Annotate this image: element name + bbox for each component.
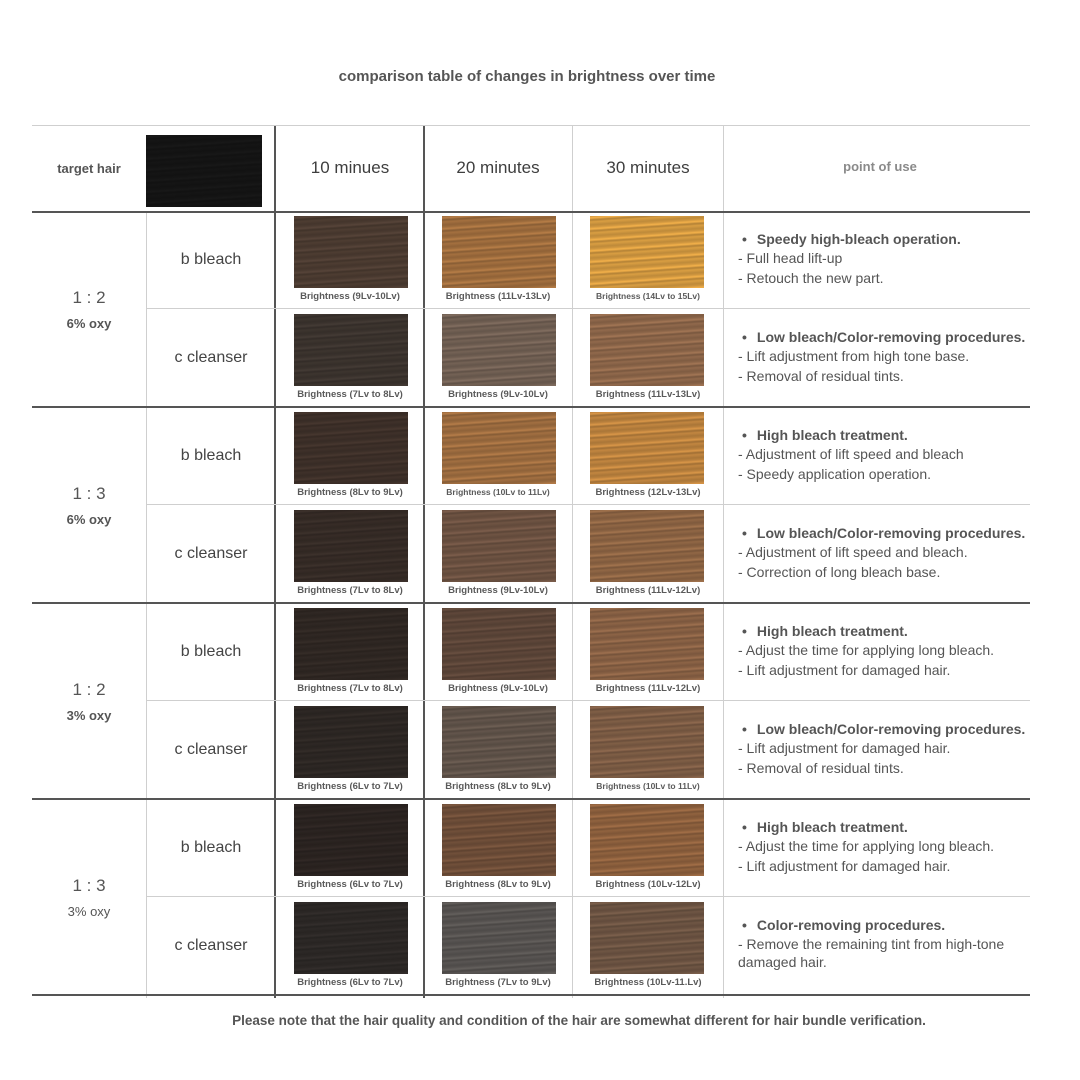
mode-label: c cleanser (174, 349, 248, 366)
hair-swatch (590, 902, 704, 974)
hair-swatch (590, 804, 704, 876)
col-head-10: 10 minues (310, 158, 390, 177)
swatch-cell (572, 799, 724, 897)
use-line: - Removal of residual tints. (738, 368, 904, 384)
col-head-20: 20 minutes (456, 158, 540, 177)
point-of-use (724, 505, 1054, 603)
use-line: - Lift adjustment for damaged hair. (738, 858, 951, 874)
use-line: - Lift adjustment for damaged hair. (738, 740, 951, 756)
brightness-label: Brightness (7Lv to 8Lv) (297, 585, 403, 596)
hair-swatch (590, 510, 704, 582)
divider-h (146, 700, 1030, 701)
use-line: - Adjust the time for applying long bleach. (738, 642, 995, 658)
mode-label: b bleach (180, 839, 242, 856)
use-line: - Speedy application operation. (738, 466, 932, 482)
swatch-cell (276, 701, 424, 799)
target-hair-label: target hair (57, 160, 121, 176)
col-head-30: 30 minutes (606, 158, 690, 177)
hair-swatch (442, 216, 556, 288)
brightness-label: Brightness (11Lv-13Lv) (445, 291, 551, 302)
divider-h (32, 602, 1030, 604)
hair-swatch (442, 608, 556, 680)
point-of-use (724, 603, 1054, 701)
brightness-label: Brightness (7Lv to 8Lv) (297, 683, 403, 694)
mode-label: b bleach (180, 447, 242, 464)
hair-swatch (442, 804, 556, 876)
swatch-cell (276, 799, 424, 897)
mode-label: c cleanser (174, 937, 248, 954)
point-of-use (724, 309, 1054, 407)
swatch-cell (572, 505, 724, 603)
point-of-use (724, 211, 1054, 309)
use-line: - Removal of residual tints. (738, 760, 904, 776)
mode-label: b bleach (180, 251, 242, 268)
brightness-label: Brightness (10Lv-11.Lv) (594, 977, 702, 988)
swatch-cell (572, 309, 724, 407)
brightness-label: Brightness (9Lv-10Lv) (448, 585, 548, 596)
ratio-value: 1 : 3 (72, 483, 106, 503)
target-hair-swatch (146, 135, 262, 207)
hair-swatch (442, 706, 556, 778)
divider-h (146, 308, 1030, 309)
brightness-label: Brightness (8Lv to 9Lv) (297, 487, 403, 498)
mix-ratio (32, 211, 146, 407)
divider-h (32, 211, 1030, 213)
hair-swatch (442, 412, 556, 484)
use-line: - Adjustment of lift speed and bleach (738, 446, 964, 462)
swatch-cell (276, 505, 424, 603)
col-head-point-of-use: point of use (843, 159, 917, 174)
brightness-label: Brightness (6Lv to 7Lv) (297, 781, 403, 792)
swatch-cell (572, 897, 724, 995)
use-heading: • High bleach treatment. (738, 623, 1054, 639)
hair-swatch (590, 608, 704, 680)
brightness-label: Brightness (9Lv-10Lv) (448, 389, 548, 400)
hair-swatch (294, 706, 408, 778)
comparison-table (32, 125, 1030, 998)
hair-swatch (294, 314, 408, 386)
use-line: - Remove the remaining tint from high-tone damaged hair. (738, 936, 1005, 970)
mix-ratio (32, 407, 146, 603)
brightness-label: Brightness (10Lv to 11Lv) (446, 487, 550, 497)
brightness-label: Brightness (11Lv-12Lv) (595, 585, 701, 596)
brightness-label: Brightness (11Lv-12Lv) (595, 683, 701, 694)
brightness-label: Brightness (9Lv-10Lv) (300, 291, 400, 302)
brightness-label: Brightness (14Lv to 15Lv) (596, 291, 700, 301)
brightness-label: Brightness (12Lv-13Lv) (595, 487, 701, 498)
oxy-value: 3% oxy (66, 707, 112, 723)
hair-swatch (294, 608, 408, 680)
divider-v (274, 125, 276, 998)
use-heading: • Color-removing procedures. (738, 917, 1054, 933)
brightness-label: Brightness (6Lv to 7Lv) (297, 879, 403, 890)
brightness-label: Brightness (8Lv to 9Lv) (445, 879, 551, 890)
divider-h (146, 896, 1030, 897)
use-line: - Lift adjustment for damaged hair. (738, 662, 951, 678)
hair-swatch (294, 216, 408, 288)
divider-h (32, 125, 1030, 126)
divider-v (423, 125, 425, 998)
hair-swatch (442, 510, 556, 582)
swatch-cell (424, 211, 572, 309)
brightness-label: Brightness (11Lv-13Lv) (595, 389, 701, 400)
point-of-use (724, 701, 1054, 799)
oxy-value: 3% oxy (67, 903, 111, 919)
swatch-cell (424, 701, 572, 799)
divider-v (723, 125, 724, 998)
ratio-value: 1 : 2 (72, 679, 106, 699)
point-of-use (724, 799, 1054, 897)
brightness-label: Brightness (6Lv to 7Lv) (297, 977, 403, 988)
hair-swatch (442, 314, 556, 386)
hair-swatch (590, 314, 704, 386)
divider-h (32, 994, 1030, 996)
mix-ratio (32, 799, 146, 995)
use-heading: • High bleach treatment. (738, 819, 1054, 835)
mode-label: b bleach (180, 643, 242, 660)
swatch-cell (424, 407, 572, 505)
swatch-cell (276, 211, 424, 309)
hair-swatch (590, 706, 704, 778)
mode-label: c cleanser (174, 741, 248, 758)
swatch-cell (276, 407, 424, 505)
use-heading: • Speedy high-bleach operation. (738, 231, 1054, 247)
mix-ratio (32, 603, 146, 799)
brightness-label: Brightness (9Lv-10Lv) (448, 683, 548, 694)
hair-swatch (442, 902, 556, 974)
swatch-cell (276, 309, 424, 407)
use-heading: • High bleach treatment. (738, 427, 1054, 443)
divider-h (32, 798, 1030, 800)
brightness-label: Brightness (7Lv to 9Lv) (445, 977, 551, 988)
use-heading: • Low bleach/Color-removing procedures. (738, 721, 1054, 737)
brightness-label: Brightness (10Lv-12Lv) (595, 879, 701, 890)
swatch-cell (424, 603, 572, 701)
hair-swatch (294, 804, 408, 876)
use-heading: • Low bleach/Color-removing procedures. (738, 525, 1054, 541)
divider-v (146, 211, 147, 998)
ratio-value: 1 : 2 (72, 287, 106, 307)
oxy-value: 6% oxy (66, 315, 112, 331)
swatch-cell (572, 407, 724, 505)
use-line: - Lift adjustment from high tone base. (738, 348, 970, 364)
use-line: - Adjustment of lift speed and bleach. (738, 544, 968, 560)
divider-v (572, 125, 573, 998)
divider-h (32, 406, 1030, 408)
use-line: - Retouch the new part. (738, 270, 884, 286)
hair-swatch (294, 412, 408, 484)
hair-swatch (590, 216, 704, 288)
swatch-cell (276, 603, 424, 701)
page-title: comparison table of changes in brightness over time (338, 68, 716, 85)
use-line: - Adjust the time for applying long bleach. (738, 838, 995, 854)
swatch-cell (424, 897, 572, 995)
swatch-cell (276, 897, 424, 995)
swatch-cell (424, 799, 572, 897)
oxy-value: 6% oxy (66, 511, 112, 527)
mode-label: c cleanser (174, 545, 248, 562)
point-of-use (724, 897, 1054, 995)
ratio-value: 1 : 3 (72, 875, 106, 895)
swatch-cell (424, 505, 572, 603)
brightness-label: Brightness (8Lv to 9Lv) (445, 781, 551, 792)
brightness-label: Brightness (7Lv to 8Lv) (297, 389, 403, 400)
hair-swatch (294, 510, 408, 582)
divider-h (146, 504, 1030, 505)
brightness-label: Brightness (10Lv to 11Lv) (596, 781, 700, 791)
use-heading: • Low bleach/Color-removing procedures. (738, 329, 1054, 345)
use-line: - Full head lift-up (738, 250, 843, 266)
swatch-cell (572, 211, 724, 309)
swatch-cell (424, 309, 572, 407)
use-line: - Correction of long bleach base. (738, 564, 941, 580)
hair-swatch (294, 902, 408, 974)
hair-swatch (590, 412, 704, 484)
point-of-use (724, 407, 1054, 505)
footnote: Please note that the hair quality and condition of the hair are somewhat different for hair bundle verification. (232, 1013, 926, 1028)
swatch-cell (572, 701, 724, 799)
swatch-cell (572, 603, 724, 701)
